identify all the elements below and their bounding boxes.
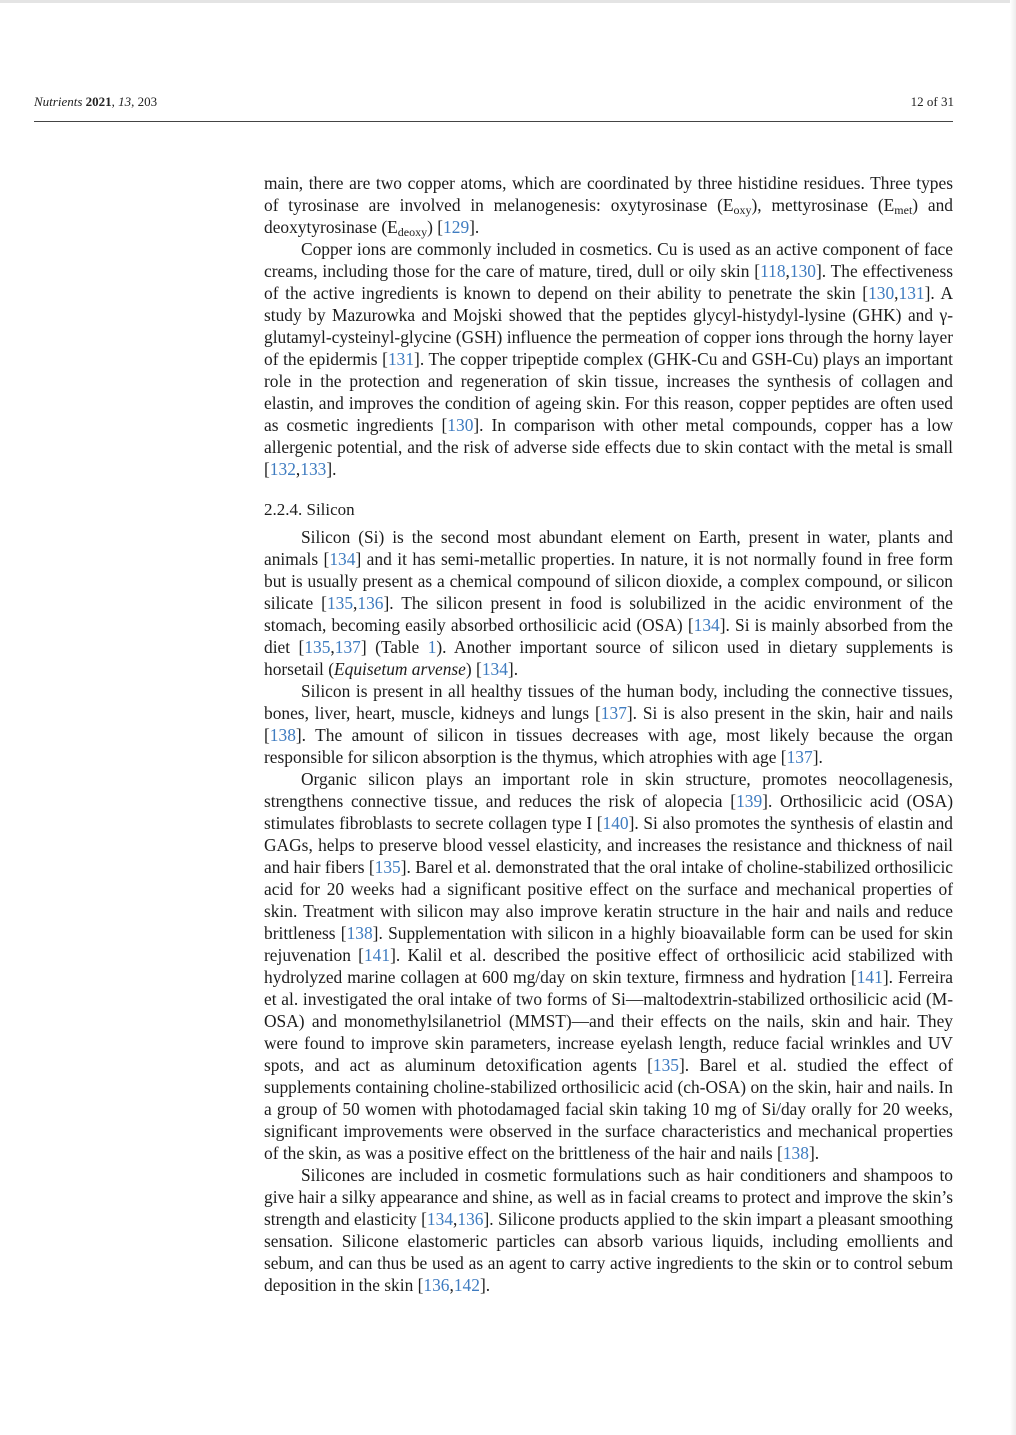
citation-link[interactable]: 130 [789, 261, 816, 281]
citation-link[interactable]: 133 [300, 459, 327, 479]
text-run: ), mettyrosinase (E [751, 195, 895, 215]
text-run: ]. Si also promotes the synthesis of elastin and GAGs, helps to preserve blood vessel elasticity, and increases the resistance and thickness of nail and hair fibers [ [264, 813, 953, 877]
text-run: ]. The silicon present in food is solubilized in the acidic environment of the stomach, becoming easily absorbed orthosilicic acid (OSA) [ [264, 593, 953, 635]
citation-link[interactable]: 141 [856, 967, 883, 987]
paragraph [264, 172, 953, 238]
text-run: ]. [469, 217, 480, 237]
section-heading: 2.2.4. Silicon [264, 500, 355, 519]
top-edge [0, 0, 1016, 3]
citation-link[interactable]: 132 [269, 459, 296, 479]
citation-link[interactable]: 138 [782, 1143, 809, 1163]
text-run: ]. The amount of silicon in tissues decreases with age, most likely because the organ responsible for silicon absorption is the thymus, which atrophies with age [ [264, 725, 953, 767]
citation-link[interactable]: 137 [334, 637, 361, 657]
text-run: , [295, 459, 301, 479]
text-run: ]. [812, 747, 823, 767]
citation-link[interactable]: 134 [481, 659, 508, 679]
text-run: ]. Barel et al. demonstrated that the oral intake of choline-stabilized orthosilicic acid for 20 weeks had a significant positive effect on the surface and mechanical properties of skin. Treatment with silicon may also improve keratin structure in the hair and nails and reduce brittleness [ [264, 857, 953, 943]
citation-link[interactable]: 136 [457, 1209, 484, 1229]
citation-link[interactable]: 141 [363, 945, 391, 965]
citation-link[interactable]: 138 [346, 923, 373, 943]
text-run: Silicon is present in all healthy tissues of the human body, including the connective tissues, bones, liver, heart, muscle, kidneys and lungs [ [264, 681, 953, 723]
paragraph [264, 680, 953, 768]
citation-link[interactable]: 139 [736, 791, 763, 811]
text-run: ) [ [427, 217, 444, 237]
citation-link[interactable]: 1 [427, 637, 437, 657]
text-run: , [353, 593, 358, 613]
text-run: Silicones are included in cosmetic formulations such as hair conditioners and shampoos to give hair a silky appearance and shine, as well as in facial creams to protect and improve the skin’s strength and elasticity [ [264, 1165, 953, 1229]
text-run: , [785, 261, 790, 281]
page-edge-shadow [1010, 0, 1016, 1435]
subscript: deoxy [397, 225, 428, 239]
text-run: ]. Ferreira et al. investigated the oral intake of two forms of Si—maltodextrin-stabilized orthosilicic acid (M-OSA) and monomethylsilanetriol (MMST)—and their effects on the nails, skin and hair. They were found to improve skin parameters, increase eyelash length, reduce facial wrinkles and UV spots, and act as aluminum detoxification agents [ [264, 967, 953, 1075]
text-run: Organic silicon plays an important role in skin structure, promotes neocollagenesis, strengthens connective tissue, and reduces the risk of alopecia [ [264, 769, 953, 811]
text-run: ]. Orthosilicic acid (OSA) stimulates fibroblasts to secrete collagen type I [ [264, 791, 954, 833]
article-body [264, 172, 953, 1296]
text-run: Copper ions are commonly included in cosmetics. Cu is used as an active component of face creams, including those for the care of mature, tired, dull or oily skin [ [264, 239, 953, 281]
text-run: ]. [326, 459, 337, 479]
citation-link[interactable]: 140 [602, 813, 629, 833]
text-run: ]. [507, 659, 519, 679]
text-run: main, there are two copper atoms, which are coordinated by three histidine residues. Three types of tyrosinase are involved in melanogenesis: oxytyrosinase (E [264, 173, 953, 215]
header-divider [34, 121, 953, 122]
text-run: ] (Table [360, 637, 428, 657]
citation-link[interactable]: 135 [652, 1055, 679, 1075]
text-run: ]. The effectiveness of the active ingredients is known to depend on their ability to penetrate the skin [ [264, 261, 953, 303]
text-run: Silicon (Si) is the second most abundant element on Earth, present in water, plants and animals [ [264, 527, 953, 569]
subscript: met [894, 203, 913, 217]
paragraph [264, 238, 953, 480]
subscript: oxy [733, 203, 752, 217]
text-run: ] and it has semi-metallic properties. In nature, it is not normally found in free form but is usually present as a chemical compound of silicon dioxide, a complex compound, or silicon silicate [ [264, 549, 953, 613]
paragraph [264, 1164, 953, 1296]
text-run: ) [ [465, 659, 482, 679]
text-run: , [894, 283, 899, 303]
text-run: ]. Barel et al. studied the effect of supplements containing choline-stabilized orthosilicic acid (ch-OSA) on the skin, hair and nails. In a group of 50 women with photodamaged facial skin taking 10 mg of Si/day orally for 20 weeks, significant improvements were observed in the surface characteristics and mechanical properties of the skin, as was a positive effect on the brittleness of the hair and nails [ [264, 1055, 954, 1163]
article-number: 203 [137, 94, 158, 109]
text-run: ]. The copper tripeptide complex (GHK-Cu and GSH-Cu) plays an important role in the protection and regeneration of skin tissue, increases the synthesis of collagen and elastin, and improves the condition of ageing skin. For this reason, copper peptides are often used as cosmetic ingredients [ [264, 349, 953, 435]
citation-link[interactable]: 134 [329, 549, 356, 569]
citation-link[interactable]: 137 [600, 703, 627, 723]
citation-link[interactable]: 129 [443, 217, 470, 237]
citation-link[interactable]: 138 [269, 725, 296, 745]
text-run: , [449, 1275, 454, 1295]
text-run: ]. Silicone products applied to the skin impart a pleasant smoothing sensation. Silicone elastomeric particles can absorb various liquids, including emollients and sebum, and can thus be used as an agent to carry active ingredients to the skin or to control sebum deposition in the skin [ [264, 1209, 953, 1295]
citation-link[interactable]: 118 [760, 261, 786, 281]
citation-link[interactable]: 130 [868, 283, 895, 303]
journal-name: Nutrients [34, 94, 83, 109]
citation-link[interactable]: 131 [898, 283, 925, 303]
text-run: ]. Kalil et al. described the positive effect of orthosilicic acid stabilized with hydrolyzed marine collagen at 600 mg/day on skin texture, firmness and hydration [ [264, 945, 953, 987]
text-run: ]. Si is mainly absorbed from the diet [ [264, 615, 953, 657]
text-run: , [330, 637, 335, 657]
intro-paragraphs [264, 172, 953, 480]
text-run: ]. [808, 1143, 820, 1163]
text-run: ]. A study by Mazurowka and Mojski showed that the peptides glycyl-histydyl-lysine (GHK) and γ-glutamyl-cysteinyl-glycine (GSH) influence the permeation of copper ions through the horny layer of the epidermis [ [264, 283, 954, 369]
page-number: 12 of 31 [910, 94, 954, 109]
citation-link[interactable]: 134 [693, 615, 720, 635]
text-run: ). Another important source of silicon used in dietary supplements is horsetail ( [264, 637, 953, 679]
journal-volume: 13 [118, 94, 132, 109]
journal-citation: Nutrients 2021, 13, 203 [34, 94, 158, 109]
citation-link[interactable]: 135 [326, 593, 354, 613]
text-run: ]. Si is also present in the skin, hair and nails [ [264, 703, 953, 745]
text-run: ]. In comparison with other metal compounds, copper has a low allergenic potential, and the risk of adverse side effects due to skin contact with the metal is small [ [264, 415, 954, 479]
paragraph [264, 526, 953, 680]
citation-link[interactable]: 134 [426, 1209, 454, 1229]
paragraph [264, 768, 953, 1164]
citation-link[interactable]: 136 [423, 1275, 450, 1295]
citation-link[interactable]: 136 [357, 593, 384, 613]
text-run: , [453, 1209, 458, 1229]
text-run: ]. [479, 1275, 491, 1295]
citation-link[interactable]: 130 [447, 415, 474, 435]
section-paragraphs [264, 526, 953, 1296]
journal-year: 2021 [85, 94, 112, 109]
citation-link[interactable]: 135 [304, 637, 331, 657]
citation-link[interactable]: 135 [374, 857, 401, 877]
text-run: ]. Supplementation with silicon in a highly bioavailable form can be used for skin rejuvenation [ [264, 923, 953, 965]
running-header [34, 94, 954, 114]
citation-link[interactable]: 131 [387, 349, 415, 369]
italic-text: Equisetum arvense [334, 659, 466, 679]
text-run: ) and deoxytyrosinase (E [264, 195, 953, 237]
citation-link[interactable]: 137 [786, 747, 813, 767]
citation-link[interactable]: 142 [453, 1275, 480, 1295]
